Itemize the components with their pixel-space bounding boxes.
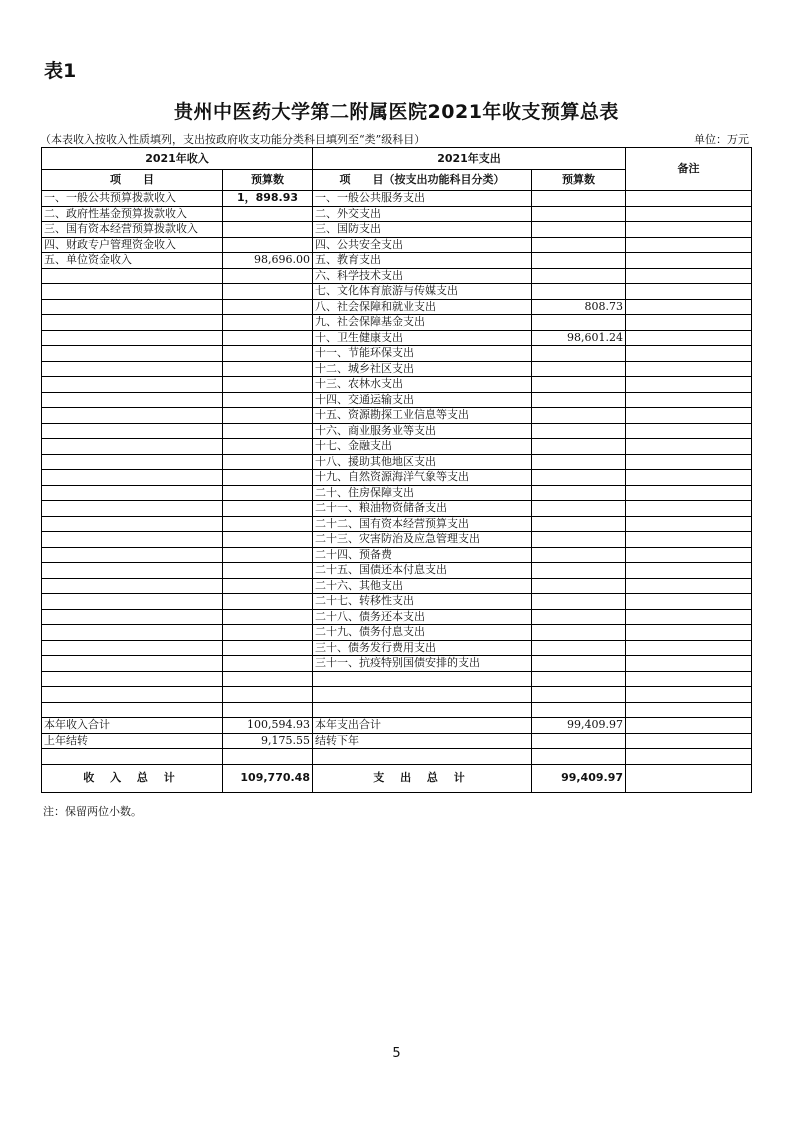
remark-cell xyxy=(626,315,752,331)
table-row xyxy=(42,470,752,486)
income-budget-cell xyxy=(223,237,313,253)
table-row xyxy=(42,439,752,455)
expense-budget-cell xyxy=(532,532,626,548)
expense-item-cell: 二十七、转移性支出 xyxy=(313,594,532,610)
header-row-group xyxy=(42,148,752,170)
income-budget-cell xyxy=(223,485,313,501)
income-budget-cell xyxy=(223,315,313,331)
expense-item-cell: 三十、债务发行费用支出 xyxy=(313,640,532,656)
remark-cell xyxy=(626,702,752,718)
table-row xyxy=(42,718,752,734)
expense-item-cell: 二十四、预备费 xyxy=(313,547,532,563)
expense-budget-cell xyxy=(532,377,626,393)
remark-cell xyxy=(626,594,752,610)
unit-label: 单位：万元 xyxy=(694,133,749,146)
expense-total-value: 99,409.97 xyxy=(532,764,626,792)
expense-budget-cell: 98,601.24 xyxy=(532,330,626,346)
table-row xyxy=(42,315,752,331)
table-row xyxy=(42,563,752,579)
remark-cell xyxy=(626,733,752,749)
expense-item-cell: 十一、节能环保支出 xyxy=(313,346,532,362)
expense-item-cell: 六、科学技术支出 xyxy=(313,268,532,284)
income-item-cell xyxy=(42,470,223,486)
income-budget-cell: 100,594.93 xyxy=(223,718,313,734)
table-row xyxy=(42,377,752,393)
income-item-cell xyxy=(42,454,223,470)
expense-budget-cell: 99,409.97 xyxy=(532,718,626,734)
expense-item-cell: 二十五、国债还本付息支出 xyxy=(313,563,532,579)
income-item-cell xyxy=(42,392,223,408)
expense-item-cell: 十二、城乡社区支出 xyxy=(313,361,532,377)
income-budget-cell xyxy=(223,470,313,486)
income-item-cell xyxy=(42,268,223,284)
remark-cell xyxy=(626,671,752,687)
income-budget-cell: 98,696.00 xyxy=(223,253,313,269)
income-budget-cell xyxy=(223,377,313,393)
income-item-cell: 本年收入合计 xyxy=(42,718,223,734)
table-row xyxy=(42,609,752,625)
income-item-cell xyxy=(42,640,223,656)
income-item-cell xyxy=(42,439,223,455)
remark-cell xyxy=(626,284,752,300)
remark-cell xyxy=(626,749,752,765)
income-item-cell xyxy=(42,532,223,548)
table-row xyxy=(42,578,752,594)
expense-budget-cell xyxy=(532,439,626,455)
remark-cell xyxy=(626,237,752,253)
expense-item-cell: 十六、商业服务业等支出 xyxy=(313,423,532,439)
table-row xyxy=(42,268,752,284)
income-item-cell: 五、单位资金收入 xyxy=(42,253,223,269)
income-budget-cell xyxy=(223,408,313,424)
table-row xyxy=(42,222,752,238)
income-item-cell xyxy=(42,594,223,610)
income-item-cell xyxy=(42,408,223,424)
income-item-cell xyxy=(42,547,223,563)
remark-cell xyxy=(626,330,752,346)
income-budget-cell xyxy=(223,299,313,315)
income-item-cell xyxy=(42,485,223,501)
income-item-cell xyxy=(42,749,223,765)
remark-cell xyxy=(626,485,752,501)
income-budget-cell xyxy=(223,516,313,532)
table-row xyxy=(42,625,752,641)
expense-item-cell: 二十三、灾害防治及应急管理支出 xyxy=(313,532,532,548)
income-budget-cell xyxy=(223,346,313,362)
page-number: 5 xyxy=(392,1046,401,1061)
expense-item-cell: 二十、住房保障支出 xyxy=(313,485,532,501)
expense-budget-cell xyxy=(532,501,626,517)
expense-item-cell: 十七、金融支出 xyxy=(313,439,532,455)
table-row xyxy=(42,361,752,377)
table-row xyxy=(42,454,752,470)
table-row xyxy=(42,408,752,424)
remark-cell xyxy=(626,423,752,439)
income-budget-cell xyxy=(223,222,313,238)
income-budget-cell xyxy=(223,749,313,765)
expense-budget-header: 预算数 xyxy=(532,170,626,191)
remark-cell xyxy=(626,268,752,284)
income-budget-cell: 9,175.55 xyxy=(223,733,313,749)
remark-cell xyxy=(626,687,752,703)
table-number: 表1 xyxy=(44,60,77,82)
expense-item-cell: 八、社会保障和就业支出 xyxy=(313,299,532,315)
expense-item-cell: 二十一、粮油物资储备支出 xyxy=(313,501,532,517)
income-budget-cell xyxy=(223,656,313,672)
expense-item-cell: 十五、资源勘探工业信息等支出 xyxy=(313,408,532,424)
expense-budget-cell xyxy=(532,253,626,269)
table-subnote: （本表收入按收入性质填列，支出按政府收支功能分类科目填列至“类”级科目） xyxy=(40,133,426,146)
table-row xyxy=(42,501,752,517)
income-item-cell: 四、财政专户管理资金收入 xyxy=(42,237,223,253)
income-item-cell xyxy=(42,625,223,641)
income-item-cell xyxy=(42,702,223,718)
remark-cell xyxy=(626,299,752,315)
table-row xyxy=(42,299,752,315)
expense-budget-cell xyxy=(532,594,626,610)
expense-budget-cell xyxy=(532,346,626,362)
income-budget-header: 预算数 xyxy=(223,170,313,191)
remark-cell xyxy=(626,656,752,672)
table-row xyxy=(42,733,752,749)
income-item-cell xyxy=(42,377,223,393)
income-budget-cell xyxy=(223,687,313,703)
footnote: 注：保留两位小数。 xyxy=(43,805,142,818)
expense-budget-cell xyxy=(532,470,626,486)
expense-item-cell: 十九、自然资源海洋气象等支出 xyxy=(313,470,532,486)
expense-item-cell: 十八、援助其他地区支出 xyxy=(313,454,532,470)
income-budget-cell xyxy=(223,702,313,718)
table-row xyxy=(42,237,752,253)
income-budget-cell xyxy=(223,547,313,563)
expense-budget-cell xyxy=(532,656,626,672)
table-row xyxy=(42,687,752,703)
remark-cell xyxy=(626,454,752,470)
expense-budget-cell xyxy=(532,733,626,749)
remark-cell xyxy=(626,718,752,734)
income-item-header: 项 目 xyxy=(42,170,223,191)
expense-budget-cell xyxy=(532,222,626,238)
expense-item-cell: 十四、交通运输支出 xyxy=(313,392,532,408)
expense-item-cell: 十、卫生健康支出 xyxy=(313,330,532,346)
expense-budget-cell xyxy=(532,284,626,300)
remark-cell xyxy=(626,501,752,517)
income-item-cell xyxy=(42,315,223,331)
expense-budget-cell xyxy=(532,609,626,625)
income-item-cell xyxy=(42,516,223,532)
expense-item-cell: 九、社会保障基金支出 xyxy=(313,315,532,331)
table-row xyxy=(42,547,752,563)
expense-item-cell: 七、文化体育旅游与传媒支出 xyxy=(313,284,532,300)
table-row xyxy=(42,206,752,222)
table-row xyxy=(42,253,752,269)
expense-group-header: 2021年支出 xyxy=(313,148,626,170)
expense-budget-cell xyxy=(532,392,626,408)
expense-item-cell: 五、教育支出 xyxy=(313,253,532,269)
expense-item-cell: 结转下年 xyxy=(313,733,532,749)
expense-budget-cell xyxy=(532,625,626,641)
income-budget-cell xyxy=(223,454,313,470)
remark-cell xyxy=(626,625,752,641)
income-item-cell xyxy=(42,687,223,703)
table-row xyxy=(42,594,752,610)
remark-cell xyxy=(626,516,752,532)
table-row xyxy=(42,330,752,346)
table-row xyxy=(42,532,752,548)
expense-item-cell: 二、外交支出 xyxy=(313,206,532,222)
table-row xyxy=(42,749,752,765)
expense-item-cell: 二十二、国有资本经营预算支出 xyxy=(313,516,532,532)
expense-budget-cell xyxy=(532,640,626,656)
remark-cell xyxy=(626,408,752,424)
expense-budget-cell xyxy=(532,687,626,703)
remark-cell xyxy=(626,609,752,625)
income-item-cell xyxy=(42,609,223,625)
income-item-cell: 上年结转 xyxy=(42,733,223,749)
income-item-cell xyxy=(42,656,223,672)
expense-item-cell: 四、公共安全支出 xyxy=(313,237,532,253)
income-budget-cell xyxy=(223,423,313,439)
grand-total-row xyxy=(42,764,752,792)
income-item-cell xyxy=(42,501,223,517)
remark-cell xyxy=(626,439,752,455)
expense-budget-cell xyxy=(532,237,626,253)
income-item-cell: 一、一般公共预算拨款收入 xyxy=(42,191,223,207)
income-group-header: 2021年收入 xyxy=(42,148,313,170)
expense-total-label: 支 出 总 计 xyxy=(313,764,532,792)
remark-cell xyxy=(626,470,752,486)
income-budget-cell xyxy=(223,578,313,594)
income-total-value: 109,770.48 xyxy=(223,764,313,792)
expense-budget-cell xyxy=(532,361,626,377)
table-row xyxy=(42,191,752,207)
income-item-cell: 三、国有资本经营预算拨款收入 xyxy=(42,222,223,238)
income-budget-cell xyxy=(223,284,313,300)
table-row xyxy=(42,640,752,656)
table-row xyxy=(42,392,752,408)
table-row xyxy=(42,423,752,439)
income-budget-cell xyxy=(223,532,313,548)
expense-item-cell: 十三、农林水支出 xyxy=(313,377,532,393)
remark-cell xyxy=(626,578,752,594)
income-budget-cell xyxy=(223,206,313,222)
income-budget-cell xyxy=(223,671,313,687)
expense-budget-cell xyxy=(532,206,626,222)
remark-cell xyxy=(626,206,752,222)
table-row xyxy=(42,702,752,718)
remark-cell xyxy=(626,253,752,269)
income-budget-cell xyxy=(223,501,313,517)
income-budget-cell xyxy=(223,330,313,346)
income-item-cell xyxy=(42,284,223,300)
income-item-cell xyxy=(42,346,223,362)
table-row xyxy=(42,284,752,300)
income-item-cell xyxy=(42,361,223,377)
expense-item-cell: 三、国防支出 xyxy=(313,222,532,238)
expense-item-cell: 本年支出合计 xyxy=(313,718,532,734)
page-title: 贵州中医药大学第二附属医院2021年收支预算总表 xyxy=(174,101,619,123)
expense-budget-cell xyxy=(532,578,626,594)
income-budget-cell xyxy=(223,439,313,455)
remark-header: 备注 xyxy=(626,148,752,191)
expense-item-cell xyxy=(313,671,532,687)
expense-budget-cell xyxy=(532,516,626,532)
expense-item-cell: 二十六、其他支出 xyxy=(313,578,532,594)
income-item-cell xyxy=(42,423,223,439)
table-row xyxy=(42,485,752,501)
budget-table xyxy=(41,147,752,793)
income-budget-cell xyxy=(223,268,313,284)
remark-cell xyxy=(626,563,752,579)
income-item-cell xyxy=(42,578,223,594)
remark-cell xyxy=(626,392,752,408)
remark-cell xyxy=(626,222,752,238)
remark-cell xyxy=(626,377,752,393)
income-budget-cell: 1，898.93 xyxy=(223,191,313,207)
remark-cell xyxy=(626,547,752,563)
expense-budget-cell xyxy=(532,423,626,439)
income-budget-cell xyxy=(223,609,313,625)
expense-budget-cell xyxy=(532,191,626,207)
expense-item-cell: 三十一、抗疫特别国债安排的支出 xyxy=(313,656,532,672)
expense-budget-cell xyxy=(532,268,626,284)
income-budget-cell xyxy=(223,594,313,610)
expense-item-cell: 一、一般公共服务支出 xyxy=(313,191,532,207)
income-total-label: 收 入 总 计 xyxy=(42,764,223,792)
remark-cell xyxy=(626,191,752,207)
expense-budget-cell xyxy=(532,408,626,424)
expense-budget-cell xyxy=(532,749,626,765)
remark-cell xyxy=(626,764,752,792)
expense-budget-cell xyxy=(532,671,626,687)
remark-cell xyxy=(626,532,752,548)
table-row xyxy=(42,656,752,672)
expense-item-cell xyxy=(313,687,532,703)
expense-budget-cell xyxy=(532,315,626,331)
table-row xyxy=(42,671,752,687)
income-item-cell xyxy=(42,299,223,315)
income-budget-cell xyxy=(223,625,313,641)
income-budget-cell xyxy=(223,361,313,377)
expense-budget-cell: 808.73 xyxy=(532,299,626,315)
table-row xyxy=(42,516,752,532)
income-budget-cell xyxy=(223,640,313,656)
income-item-cell: 二、政府性基金预算拨款收入 xyxy=(42,206,223,222)
expense-budget-cell xyxy=(532,702,626,718)
income-budget-cell xyxy=(223,392,313,408)
income-item-cell xyxy=(42,330,223,346)
remark-cell xyxy=(626,640,752,656)
expense-item-cell xyxy=(313,749,532,765)
expense-budget-cell xyxy=(532,454,626,470)
expense-item-cell: 二十九、债务付息支出 xyxy=(313,625,532,641)
expense-budget-cell xyxy=(532,485,626,501)
expense-item-cell: 二十八、债务还本支出 xyxy=(313,609,532,625)
expense-item-cell xyxy=(313,702,532,718)
income-budget-cell xyxy=(223,563,313,579)
table-row xyxy=(42,346,752,362)
income-item-cell xyxy=(42,563,223,579)
remark-cell xyxy=(626,346,752,362)
expense-item-header: 项 目（按支出功能科目分类） xyxy=(313,170,532,191)
expense-budget-cell xyxy=(532,547,626,563)
expense-budget-cell xyxy=(532,563,626,579)
remark-cell xyxy=(626,361,752,377)
income-item-cell xyxy=(42,671,223,687)
